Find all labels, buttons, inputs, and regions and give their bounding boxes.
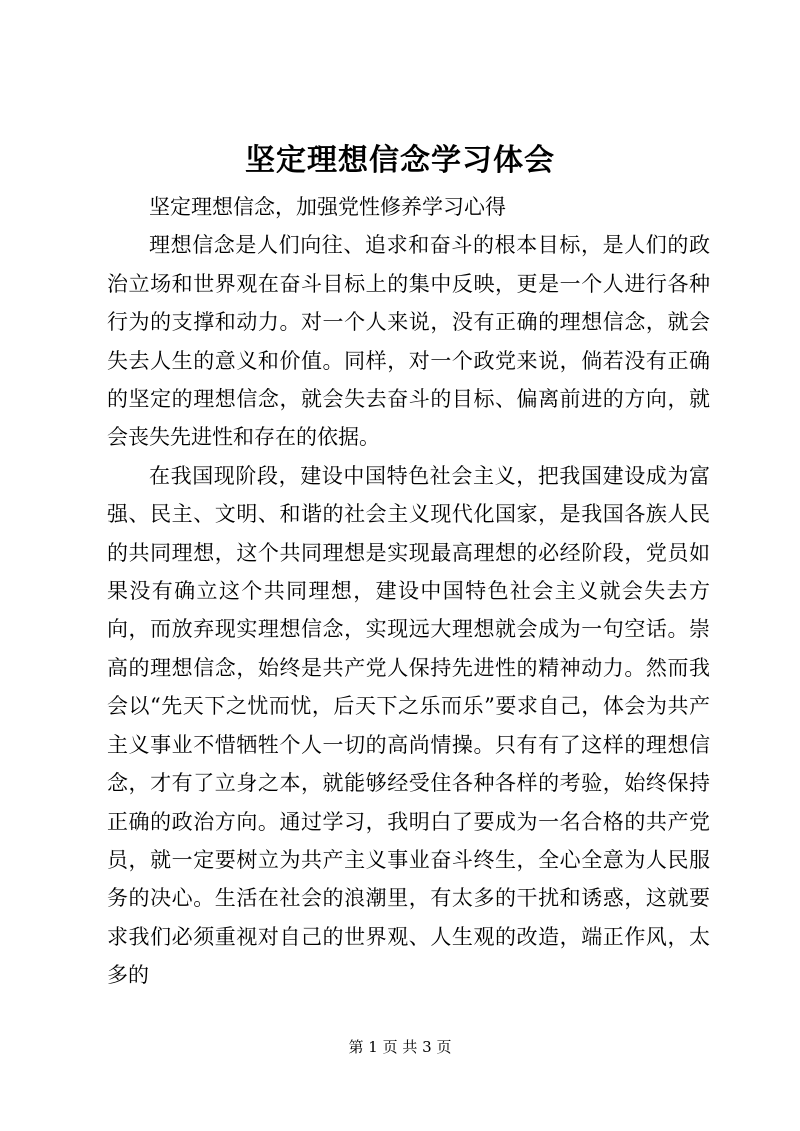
subtitle-paragraph: 坚定理想信念，加强党性修养学习心得 <box>149 195 506 219</box>
document-body <box>107 188 710 995</box>
document-title: 坚定理想信念学习体会 <box>245 143 555 178</box>
page-number-footer: 第 1 页 共 3 页 <box>348 1038 452 1056</box>
body-paragraph: 理想信念是人们向往、追求和奋斗的根本目标，是人们的政治立场和世界观在奋斗目标上的集中反映，更是一个人进行各种行为的支撑和动力。对一个人来说，没有正确的理想信念，就会失去人生的意义和价值。同样，对一个政党来说，倘若没有正确的坚定的理想信念，就会失去奋斗的目标、偏离前进的方向，就会丧失先进性和存在的依据。 <box>107 233 710 450</box>
body-paragraph: 在我国现阶段，建设中国特色社会主义，把我国建设成为富强、民主、文明、和谐的社会主义现代化国家，是我国各族人民的共同理想，这个共同理想是实现最高理想的必经阶段，党员如果没有确立这个共同理想，建设中国特色社会主义就会失去方向，而放弃现实理想信念，实现远大理想就会成为一句空话。崇高的理想信念，始终是共产党人保持先进性的精神动力。然而我会以“先天下之忧而忧，后天下之乐而乐”要求自己，体会为共产主义事业不惜牺牲个人一切的高尚情操。只有有了这样的理想信念，才有了立身之本，就能够经受住各种各样的考验，始终保持正确的政治方向。通过学习，我明白了要成为一名合格的共产党员，就一定要树立为共产主义事业奋斗终生，全心全意为人民服务的决心。生活在社会的浪潮里，有太多的干扰和诱惑，这就要求我们必须重视对自己的世界观、人生观的改造，端正作风，太多的 <box>107 463 710 988</box>
